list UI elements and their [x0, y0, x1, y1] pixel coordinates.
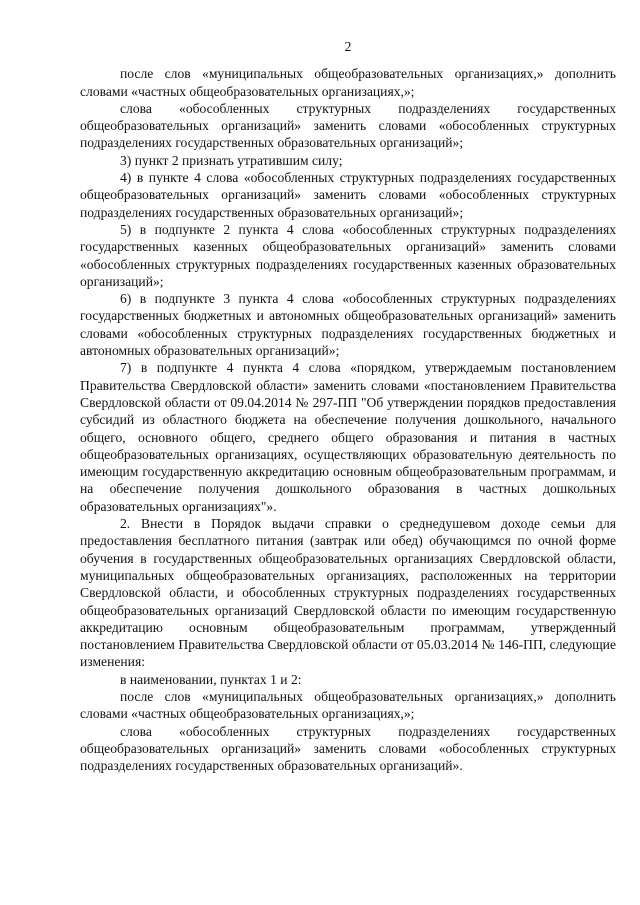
- page-number: 2: [344, 39, 352, 54]
- paragraph: после слов «муниципальных общеобразовательных организациях,» дополнить словами «частных общеобразовательных организациях,»;: [80, 66, 616, 99]
- paragraph: в наименовании, пунктах 1 и 2:: [120, 671, 302, 687]
- paragraph: 2. Внести в Порядок выдачи справки о среднедушевом доходе семьи для предоставления бесплатного питания (завтрак или обед) обучающимся по очной форме обучения в государственных общеобразовательных организациях Свердловской области, муниципальных общеобразовательных организациях, расположенных на территории Свердловской области, и обособленных структурных подразделениях государственных общеобразовательных организаций Свердловской области по имеющим государственную аккредитацию основным общеобразовательным программам, утвержденный постановлением Правительства Свердловской области от 05.03.2014 № 146-ПП, следующие изменения:: [80, 516, 616, 670]
- document-page: [80, 38, 616, 774]
- paragraph: после слов «муниципальных общеобразовательных организациях,» дополнить словами «частных общеобразовательных организациях,»;: [80, 688, 616, 722]
- paragraph: слова «обособленных структурных подразделениях государственных общеобразовательных организаций» заменить словами «обособленных структурных подразделениях государственных образовательных организаций».: [80, 723, 616, 774]
- paragraph: слова «обособленных структурных подразделениях государственных общеобразовательных организаций» заменить словами «обособленных структурных подразделениях государственных образовательных организаций»;: [80, 100, 616, 151]
- paragraph: 7) в подпункте 4 пункта 4 слова «порядком, утверждаемым постановлением Правительства Свердловской области» заменить словами «постановлением Правительства Свердловской области от 09.04.2014 № 297-ПП "Об утверждении порядков предоставления субсидий из областного бюджета на обеспечение получения дошкольного, начального общего, основного общего, среднего общего образования и питания в частных общеобразовательных организациях, осуществляющих образовательную деятельность по имеющим государственную аккредитацию основным общеобразовательным программам, и на обеспечение получения дошкольного образования в частных дошкольных образовательных организациях"».: [80, 360, 616, 514]
- paragraph: 4) в пункте 4 слова «обособленных структурных подразделениях государственных общеобразовательных организаций» заменить словами «обособленных структурных подразделениях государственных образовательных организаций»;: [80, 170, 616, 220]
- paragraph: 6) в подпункте 3 пункта 4 слова «обособленных структурных подразделениях государственных бюджетных и автономных общеобразовательных организаций» заменить словами «обособленных структурных подразделениях государственных бюджетных и автономных образовательных организаций»;: [80, 291, 616, 359]
- paragraph: 3) пункт 2 признать утратившим силу;: [120, 152, 343, 168]
- paragraph: 5) в подпункте 2 пункта 4 слова «обособленных структурных подразделениях государственных казенных общеобразовательных организаций» заменить словами «обособленных структурных подразделениях государственных казенных образовательных организаций»;: [80, 221, 616, 289]
